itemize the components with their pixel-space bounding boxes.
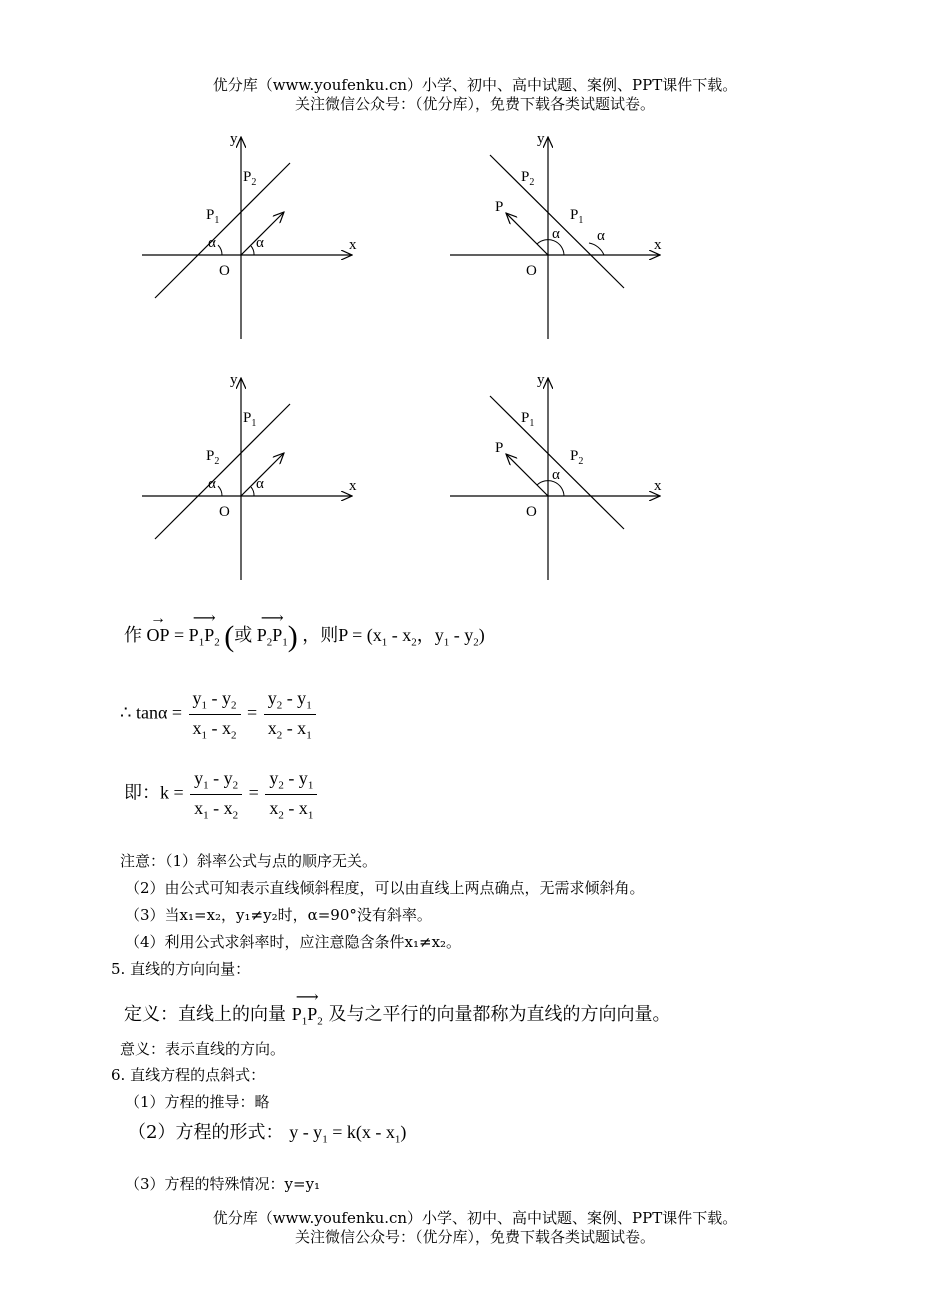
origin-label: O (526, 504, 537, 520)
x-label: x (654, 478, 662, 494)
p1-label: $P_1$ (206, 207, 220, 226)
alpha-label: α (597, 228, 605, 244)
note-4: （4）利用公式求斜率时，应注意隐含条件x₁≠x₂。 (125, 933, 462, 951)
alpha-label: α (208, 476, 216, 492)
y-label: y (230, 372, 238, 388)
header-line-2: 关注微信公众号：（优分库），免费下载各类试题试卷。 (294, 95, 655, 113)
vector-p (506, 454, 548, 496)
vector-p (506, 213, 548, 255)
p-label: P (495, 440, 504, 456)
formula-k: 即：k = $\frac{y_1 - y_2}{x_1 - x_2}$ = $\frac{y_2 - y_1}{x_2 - x_1}$ (124, 768, 319, 821)
coords: ($x_1 - x_2$，$y_1 - y_2$) (366, 625, 485, 649)
alpha-label: α (256, 235, 264, 251)
origin-label: O (219, 504, 230, 520)
section-5-definition: 定义：直线上的向量 ⟶ $P_1P_2$ 及与之平行的向量都称为直线的方向向量。 (124, 989, 671, 1028)
note-1: 注意：（1）斜率公式与点的顺序无关。 (120, 852, 378, 870)
x-label: x (349, 478, 357, 494)
footer-line-1: 优分库（www.youfenku.cn）小学、初中、高中试题、案例、PPT课件下载。 (212, 1209, 738, 1227)
fraction-2: $\frac{y_2 - y_1}{x_2 - x_1}$ (264, 688, 316, 741)
alpha-label: α (256, 476, 264, 492)
p-label: P (495, 199, 504, 215)
origin-label: O (219, 263, 230, 279)
vector-p2p1: ⟶ $P_2P_1$ (256, 610, 288, 649)
alpha-label: α (208, 235, 216, 251)
origin-label: O (526, 263, 537, 279)
line-l (490, 155, 624, 288)
section-5-meaning: 意义：表示直线的方向。 (120, 1040, 286, 1058)
figure-negative-slope-2 (438, 366, 678, 586)
p1-label: $P_1$ (570, 207, 584, 226)
alpha-label: α (552, 467, 560, 483)
formula-tan: ∴ tanα = $\frac{y_1 - y_2}{x_1 - x_2}$ = $\frac{y_2 - y_1}{x_2 - x_1}$ (120, 688, 318, 741)
y-label: y (537, 372, 545, 388)
x-label: x (349, 237, 357, 253)
fraction-2: $\frac{y_2 - y_1}{x_2 - x_1}$ (265, 768, 317, 821)
p2-label: $P_2$ (206, 448, 220, 467)
formula-op-prefix: 作 (124, 625, 142, 646)
header-line-1: 优分库（www.youfenku.cn）小学、初中、高中试题、案例、PPT课件下载。 (212, 76, 738, 94)
vector-p1p2: ⟶ $P_1P_2$ (188, 610, 220, 649)
footer-line-2: 关注微信公众号：（优分库），免费下载各类试题试卷。 (294, 1228, 655, 1246)
figure-negative-slope-1 (438, 125, 678, 345)
note-3: （3）当x₁=x₂，y₁≠y₂时，α=90°没有斜率。 (125, 906, 432, 924)
section-5-title: 5. 直线的方向向量： (111, 960, 251, 978)
point-slope-formula: $y - y_1 = k(x - x_1)$ (289, 1122, 407, 1146)
section-6-item-3: （3）方程的特殊情况：y=y₁ (125, 1175, 321, 1193)
p2-label: $P_2$ (521, 169, 535, 188)
fraction-1: $\frac{y_1 - y_2}{x_1 - x_2}$ (189, 688, 241, 741)
fraction-1: $\frac{y_1 - y_2}{x_1 - x_2}$ (190, 768, 242, 821)
p2-label: $P_2$ (243, 169, 257, 188)
vector-op: → OP (146, 610, 170, 646)
section-6-title: 6. 直线方程的点斜式： (111, 1066, 266, 1084)
section-6-item-2: （2）方程的形式： $y - y_1 = k(x - x_1)$ (128, 1122, 407, 1146)
formula-op: 作 → OP = ⟶ $P_1P_2$ (或 ⟶ $P_2P_1$) ，则$P = (x_1 - x_2$，$y_1 - y_2$) (124, 610, 485, 653)
p1-label: $P_1$ (243, 410, 257, 429)
p2-label: $P_2$ (570, 448, 584, 467)
figure-positive-slope-2 (130, 366, 370, 586)
line-l (490, 396, 624, 529)
vector-p1p2: ⟶ $P_1P_2$ (291, 989, 323, 1028)
p1-label: $P_1$ (521, 410, 535, 429)
x-label: x (654, 237, 662, 253)
y-label: y (230, 131, 238, 147)
figure-positive-slope-1 (130, 125, 370, 345)
y-label: y (537, 131, 545, 147)
note-2: （2）由公式可知表示直线倾斜程度，可以由直线上两点确点，无需求倾斜角。 (125, 879, 645, 897)
section-6-item-1: （1）方程的推导：略 (125, 1093, 270, 1111)
alpha-label: α (552, 226, 560, 242)
